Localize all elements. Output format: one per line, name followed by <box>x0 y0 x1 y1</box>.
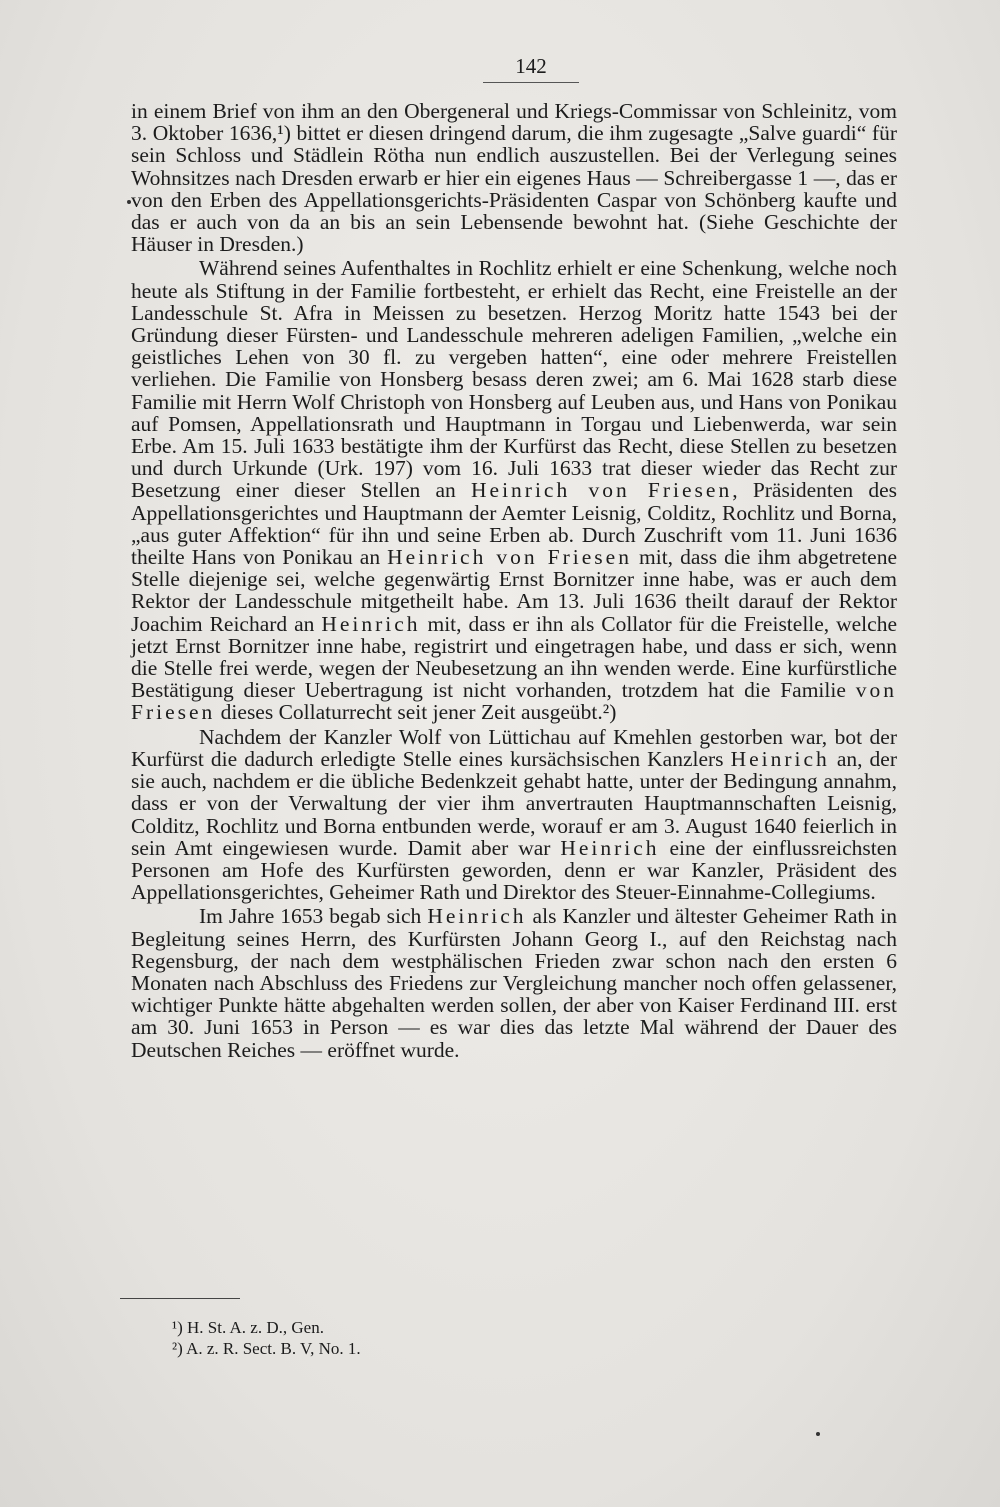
text-run: Nachdem der Kanzler Wolf von Lüttichau auf Kmehlen gestorben war, bot der Kurfürst die dadurch erledigte Stelle eines kursächsischen Kanzlers <box>131 724 897 771</box>
spaced-name: Heinrich <box>427 904 527 929</box>
footnote-divider <box>120 1298 240 1299</box>
text-run: dieses Collaturrecht seit jener Zeit ausgeübt.²) <box>215 700 617 725</box>
paragraph-2 <box>131 257 897 723</box>
paragraph-4 <box>131 905 897 1060</box>
text-run: , Präsidenten des Appellationsgerichtes und Hauptmann der Aemter Leisnig, Colditz, Rochlitz und Borna, „aus guter Affektion“ für ihn und seine Erben ab. Durch Zuschrift vom 11. Juni 1636 theilte Hans von Ponikau an <box>131 478 898 570</box>
spaced-name: Heinrich von Friesen <box>387 545 632 570</box>
body-text <box>131 100 897 1061</box>
scan-speck <box>816 1432 820 1436</box>
text-run: mit, dass er ihn als Collator für die Freistelle, welche jetzt Ernst Bornitzer inne habe, registrirt und eingetragen habe, und dass er sich, wenn die Stelle frei werde, wegen der Neubesetzung an ihn wenden werde. Eine kurfürstliche Bestätigung dieser Uebertragung ist nicht vorhanden, trotzdem hat die Familie <box>131 611 897 703</box>
spaced-name: von Friesen <box>131 678 897 725</box>
footnote-1: ¹) H. St. A. z. D., Gen. <box>172 1318 324 1337</box>
text-run: Im Jahre 1653 begab sich <box>199 904 428 929</box>
spaced-name: Heinrich <box>321 611 421 636</box>
page-number: 142 <box>483 54 579 83</box>
text-run: als Kanzler und ältester Geheimer Rath in Begleitung seines Herrn, des Kurfürsten Johann Georg I., auf den Reichstag nach Regensburg, der nach dem westphälischen Frieden zwar schon nach den ersten 6 Monaten nach Abschluss des Friedens zur Vergleichung mancher noch offen gelassener, wichtiger Punkte hätte abgehalten werden sollen, der aber von Kaiser Ferdinand III. erst am 30. Juni 1653 in Person — es war dies das letzte Mal während der Dauer des Deutschen Reiches — eröffnet wurde. <box>131 904 897 1062</box>
spaced-name: Heinrich von Friesen <box>471 478 733 503</box>
paragraph-1 <box>131 100 897 255</box>
footnote-2: ²) A. z. R. Sect. B. V, No. 1. <box>172 1339 361 1358</box>
text-run: eine der einflussreichsten Personen am Hofe des Kurfürsten geworden, denn er war Kanzler, Präsident des Appellationsgerichtes, Geheimer Rath und Direktor des Steuer-Einnahme-Collegiums. <box>131 835 898 905</box>
text-run: mit, dass die ihm abgetretene Stelle diejenige sei, welche gegenwärtig Ernst Bornitzer inne habe, was er auch dem Rektor der Landesschule mitgetheilt habe. Am 13. Juli 1636 theilt darauf der Rektor Joachim Reichard an <box>131 545 898 636</box>
text-run: Während seines Aufenthaltes in Rochlitz erhielt er eine Schenkung, welche noch heute als Stiftung in der Familie fortbesteht, er erhielt das Recht, eine Freistelle an der Landesschule St. Afra in Meissen zu besetzen. Herzog Moritz hatte 1543 bei der Gründung dieser Fürsten- und Landesschule mehreren adeligen Familien, „welche ein geistliches Lehen von 30 fl. zu vergeben hatten“, eine oder mehrere Freistellen verliehen. Die Familie von Honsberg besass deren zwei; am 6. Mai 1628 starb diese Familie mit Herrn Wolf Christoph von Honsberg auf Leuben aus, und Hans von Ponikau auf Pomsen, Appellationsrath und Hauptmann in Torgau und Liebenwerda, war sein Erbe. Am 15. Juli 1633 bestätigte ihm der Kurfürst das Recht, diese Stellen zu besetzen und durch Urkunde (Urk. 197) vom 16. Juli 1633 trat dieser wieder das Recht zur Besetzung einer dieser Stellen an <box>131 256 897 503</box>
text-run: in einem Brief von ihm an den Obergeneral und Kriegs-Commissar von Schleinitz, vom 3. Oktober 1636,¹) bittet er diesen dringend darum, die ihm zugesagte „Salve guardi“ für sein Schloss und Städlein Rötha nun endlich auszustellen. Bei der Verlegung seines Wohnsitzes nach Dresden erwarb er hier ein eigenes Haus — Schreibergasse 1 —, das er von den Erben des Appellationsgerichts-Präsidenten Caspar von Schönberg kaufte und das er auch von da an bis an sein Lebensende bewohnt hat. (Siehe Geschichte der Häuser in Dresden.) <box>131 99 897 257</box>
paragraph-3 <box>131 726 897 904</box>
spaced-name: Heinrich <box>560 835 660 860</box>
spaced-name: Heinrich <box>730 746 830 771</box>
scan-speck <box>127 200 131 204</box>
text-run: an, der sie auch, nachdem er die übliche Bedenkzeit gehabt hatte, unter der Bedingung annahm, dass er von der Verwaltung der vier ihm anvertrauten Hauptmannschaften Leisnig, Colditz, Rochlitz und Borna entbunden werde, worauf er am 3. August 1640 feierlich in sein Amt eingewiesen wurde. Damit aber war <box>131 746 897 860</box>
footnotes <box>172 1317 772 1359</box>
